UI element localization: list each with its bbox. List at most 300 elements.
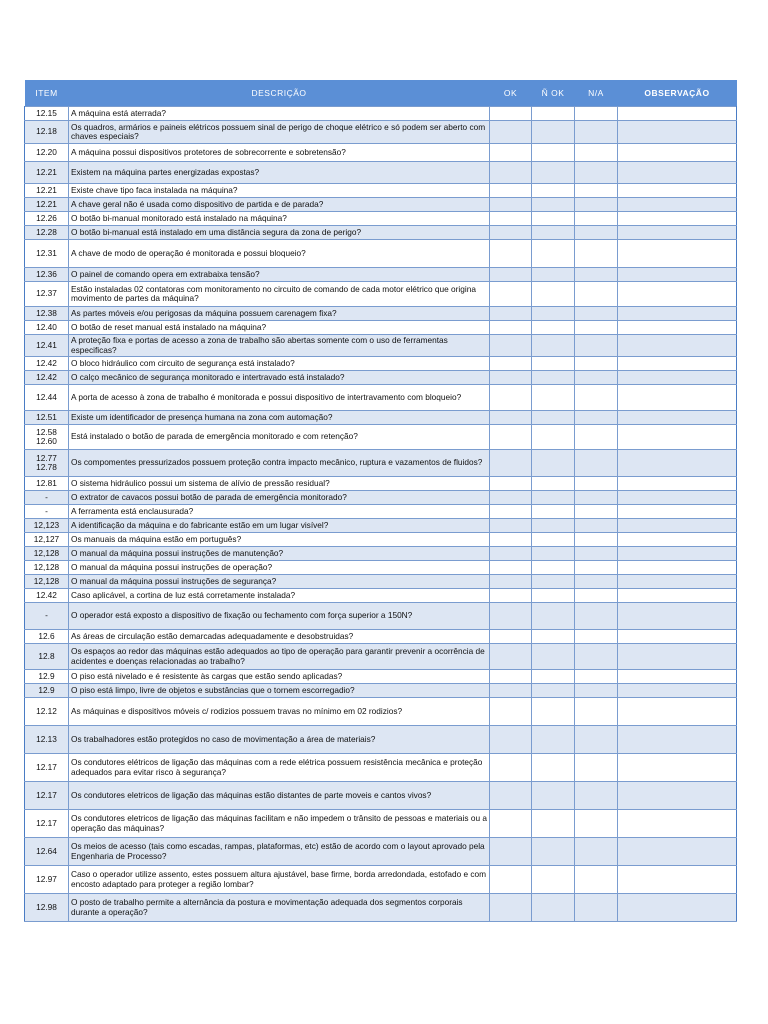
na-cell[interactable] [575, 698, 618, 726]
observacao-cell[interactable] [618, 533, 737, 547]
description-cell [69, 321, 490, 335]
observacao-cell[interactable] [618, 547, 737, 561]
ok-cell[interactable] [490, 282, 532, 307]
item-number-cell [25, 561, 69, 575]
item-number: 12,127 [33, 533, 60, 544]
item-number: 12.9 [38, 684, 55, 695]
observacao-cell[interactable] [618, 335, 737, 357]
description-cell [69, 107, 490, 121]
nok-cell[interactable] [532, 411, 575, 425]
nok-cell[interactable] [532, 575, 575, 589]
description-cell [69, 240, 490, 268]
description-text: Os compomentes pressurizados possuem proteção contra impacto mecânico, ruptura e vazamentos de fluidos? [71, 457, 483, 468]
ok-cell[interactable] [490, 547, 532, 561]
item-number-cell [25, 198, 69, 212]
na-cell[interactable] [575, 603, 618, 630]
na-cell[interactable] [575, 644, 618, 670]
observacao-cell[interactable] [618, 561, 737, 575]
item-number-cell [25, 425, 69, 450]
na-cell[interactable] [575, 810, 618, 838]
na-cell[interactable] [575, 519, 618, 533]
na-cell[interactable] [575, 533, 618, 547]
nok-cell[interactable] [532, 107, 575, 121]
table-row [25, 630, 737, 644]
ok-cell[interactable] [490, 726, 532, 754]
nok-cell[interactable] [532, 184, 575, 198]
ok-cell[interactable] [490, 838, 532, 866]
ok-cell[interactable] [490, 184, 532, 198]
nok-cell[interactable] [532, 144, 575, 162]
nok-cell[interactable] [532, 282, 575, 307]
item-number: 12.20 [36, 146, 57, 157]
item-number-cell [25, 519, 69, 533]
ok-cell[interactable] [490, 754, 532, 782]
item-number: 12.31 [36, 247, 57, 258]
nok-cell[interactable] [532, 630, 575, 644]
item-number: 12.41 [36, 339, 57, 350]
description-text: Os manuais da máquina estão em português? [71, 533, 242, 544]
table-row [25, 450, 737, 477]
description-cell [69, 198, 490, 212]
nok-cell[interactable] [532, 782, 575, 810]
observacao-cell[interactable] [618, 866, 737, 894]
observacao-cell[interactable] [618, 589, 737, 603]
item-number: 12.38 [36, 307, 57, 318]
description-cell [69, 547, 490, 561]
nok-cell[interactable] [532, 838, 575, 866]
ok-cell[interactable] [490, 357, 532, 371]
nok-cell[interactable] [532, 866, 575, 894]
ok-cell[interactable] [490, 491, 532, 505]
observacao-cell[interactable] [618, 198, 737, 212]
na-cell[interactable] [575, 575, 618, 589]
nok-cell[interactable] [532, 533, 575, 547]
observacao-cell[interactable] [618, 838, 737, 866]
item-number: 12.17 [36, 789, 57, 800]
na-cell[interactable] [575, 268, 618, 282]
ok-cell[interactable] [490, 226, 532, 240]
na-cell[interactable] [575, 894, 618, 922]
nok-cell[interactable] [532, 371, 575, 385]
table-row [25, 644, 737, 670]
description-cell [69, 268, 490, 282]
ok-cell[interactable] [490, 782, 532, 810]
na-cell[interactable] [575, 162, 618, 184]
ok-cell[interactable] [490, 589, 532, 603]
header-nok: Ñ OK [532, 80, 575, 107]
nok-cell[interactable] [532, 670, 575, 684]
na-cell[interactable] [575, 561, 618, 575]
na-cell[interactable] [575, 726, 618, 754]
description-text: A proteção fixa e portas de acesso a zona de trabalho são abertas somente com o uso de ferramentas especificas? [71, 335, 448, 355]
header-descricao: DESCRIÇÃO [69, 80, 490, 107]
observacao-cell[interactable] [618, 184, 737, 198]
item-number-cell [25, 335, 69, 357]
item-number: 12.21 [36, 184, 57, 195]
nok-cell[interactable] [532, 240, 575, 268]
description-text: A porta de acesso à zona de trabalho é monitorada e possui dispositivo de intertravamento com bloqueio? [71, 391, 462, 402]
nok-cell[interactable] [532, 450, 575, 477]
table-row [25, 894, 737, 922]
na-cell[interactable] [575, 425, 618, 450]
item-number-cell [25, 226, 69, 240]
observacao-cell[interactable] [618, 240, 737, 268]
table-row [25, 144, 737, 162]
na-cell[interactable] [575, 357, 618, 371]
nok-cell[interactable] [532, 198, 575, 212]
ok-cell[interactable] [490, 561, 532, 575]
nok-cell[interactable] [532, 754, 575, 782]
item-number: 12.60 [36, 436, 57, 446]
observacao-cell[interactable] [618, 575, 737, 589]
item-number-cell [25, 533, 69, 547]
na-cell[interactable] [575, 212, 618, 226]
description-text: O painel de comando opera em extrabaixa tensão? [71, 268, 260, 279]
observacao-cell[interactable] [618, 425, 737, 450]
nok-cell[interactable] [532, 894, 575, 922]
observacao-cell[interactable] [618, 282, 737, 307]
ok-cell[interactable] [490, 411, 532, 425]
ok-cell[interactable] [490, 603, 532, 630]
na-cell[interactable] [575, 838, 618, 866]
ok-cell[interactable] [490, 198, 532, 212]
table-row [25, 838, 737, 866]
item-number-cell [25, 630, 69, 644]
na-cell[interactable] [575, 450, 618, 477]
ok-cell[interactable] [490, 371, 532, 385]
nok-cell[interactable] [532, 810, 575, 838]
ok-cell[interactable] [490, 307, 532, 321]
description-cell [69, 670, 490, 684]
description-text: O botão bi-manual monitorado está instalado na máquina? [71, 212, 287, 223]
table-row [25, 307, 737, 321]
observacao-cell[interactable] [618, 603, 737, 630]
nok-cell[interactable] [532, 357, 575, 371]
observacao-cell[interactable] [618, 385, 737, 411]
description-cell [69, 491, 490, 505]
observacao-cell[interactable] [618, 477, 737, 491]
description-cell [69, 810, 490, 838]
description-cell [69, 754, 490, 782]
observacao-cell[interactable] [618, 212, 737, 226]
ok-cell[interactable] [490, 866, 532, 894]
nok-cell[interactable] [532, 684, 575, 698]
na-cell[interactable] [575, 547, 618, 561]
table-row [25, 226, 737, 240]
table-row [25, 505, 737, 519]
header-item: ITEM [25, 80, 69, 107]
nok-cell[interactable] [532, 561, 575, 575]
item-number-cell [25, 698, 69, 726]
nok-cell[interactable] [532, 519, 575, 533]
na-cell[interactable] [575, 226, 618, 240]
description-cell [69, 698, 490, 726]
table-row [25, 782, 737, 810]
item-number: 12.40 [36, 321, 57, 332]
item-number: 12.21 [36, 198, 57, 209]
description-text: A chave de modo de operação é monitorada e possui bloqueio? [71, 247, 306, 258]
nok-cell[interactable] [532, 589, 575, 603]
description-cell [69, 533, 490, 547]
table-row [25, 321, 737, 335]
table-header-row [25, 80, 737, 107]
nok-cell[interactable] [532, 491, 575, 505]
nok-cell[interactable] [532, 268, 575, 282]
na-cell[interactable] [575, 589, 618, 603]
description-cell [69, 477, 490, 491]
header-ok: OK [490, 80, 532, 107]
observacao-cell[interactable] [618, 121, 737, 144]
ok-cell[interactable] [490, 533, 532, 547]
na-cell[interactable] [575, 144, 618, 162]
item-number-cell [25, 782, 69, 810]
observacao-cell[interactable] [618, 144, 737, 162]
observacao-cell[interactable] [618, 630, 737, 644]
description-cell [69, 644, 490, 670]
na-cell[interactable] [575, 282, 618, 307]
na-cell[interactable] [575, 866, 618, 894]
description-text: O extrator de cavacos possui botão de parada de emergência monitorado? [71, 491, 347, 502]
ok-cell[interactable] [490, 505, 532, 519]
ok-cell[interactable] [490, 240, 532, 268]
nok-cell[interactable] [532, 121, 575, 144]
description-text: O piso está limpo, livre de objetos e substâncias que o tornem escorregadio? [71, 684, 355, 695]
description-cell [69, 450, 490, 477]
item-number-cell [25, 684, 69, 698]
observacao-cell[interactable] [618, 321, 737, 335]
item-number-cell [25, 491, 69, 505]
ok-cell[interactable] [490, 894, 532, 922]
na-cell[interactable] [575, 782, 618, 810]
ok-cell[interactable] [490, 670, 532, 684]
ok-cell[interactable] [490, 810, 532, 838]
nok-cell[interactable] [532, 726, 575, 754]
ok-cell[interactable] [490, 335, 532, 357]
item-number: 12.78 [36, 462, 57, 472]
na-cell[interactable] [575, 371, 618, 385]
item-number-cell [25, 162, 69, 184]
description-cell [69, 357, 490, 371]
item-number-cell [25, 603, 69, 630]
item-number-cell [25, 866, 69, 894]
ok-cell[interactable] [490, 684, 532, 698]
table-row [25, 385, 737, 411]
item-number-cell [25, 726, 69, 754]
ok-cell[interactable] [490, 212, 532, 226]
na-cell[interactable] [575, 184, 618, 198]
ok-cell[interactable] [490, 268, 532, 282]
ok-cell[interactable] [490, 644, 532, 670]
description-text: O botão de reset manual está instalado na máquina? [71, 321, 267, 332]
description-cell [69, 385, 490, 411]
nok-cell[interactable] [532, 644, 575, 670]
header-na: N/A [575, 80, 618, 107]
description-cell [69, 630, 490, 644]
ok-cell[interactable] [490, 321, 532, 335]
na-cell[interactable] [575, 684, 618, 698]
description-cell [69, 684, 490, 698]
item-number: 12.26 [36, 212, 57, 223]
na-cell[interactable] [575, 321, 618, 335]
item-number: 12.17 [36, 817, 57, 828]
na-cell[interactable] [575, 630, 618, 644]
observacao-cell[interactable] [618, 670, 737, 684]
item-number: 12,128 [33, 547, 60, 558]
item-number-cell [25, 754, 69, 782]
description-text: O manual da máquina possui instruções de operação? [71, 561, 273, 572]
description-text: Existem na máquina partes energizadas expostas? [71, 166, 260, 177]
na-cell[interactable] [575, 107, 618, 121]
nok-cell[interactable] [532, 162, 575, 184]
observacao-cell[interactable] [618, 450, 737, 477]
table-row [25, 533, 737, 547]
description-cell [69, 371, 490, 385]
ok-cell[interactable] [490, 519, 532, 533]
observacao-cell[interactable] [618, 644, 737, 670]
item-number: 12,128 [33, 561, 60, 572]
item-number: - [45, 610, 48, 621]
item-number-cell [25, 268, 69, 282]
observacao-cell[interactable] [618, 894, 737, 922]
table-row [25, 589, 737, 603]
description-text: Os condutores eletricos de ligação das máquinas estão distantes de parte moveis e cantos vivos? [71, 789, 432, 800]
observacao-cell[interactable] [618, 162, 737, 184]
nok-cell[interactable] [532, 547, 575, 561]
na-cell[interactable] [575, 240, 618, 268]
nok-cell[interactable] [532, 307, 575, 321]
observacao-cell[interactable] [618, 307, 737, 321]
item-number-cell [25, 505, 69, 519]
item-number: 12.44 [36, 391, 57, 402]
na-cell[interactable] [575, 335, 618, 357]
description-text: A máquina está aterrada? [71, 107, 167, 118]
ok-cell[interactable] [490, 575, 532, 589]
na-cell[interactable] [575, 198, 618, 212]
item-number: 12.12 [36, 705, 57, 716]
table-row [25, 282, 737, 307]
item-number-cell [25, 589, 69, 603]
description-cell [69, 212, 490, 226]
na-cell[interactable] [575, 491, 618, 505]
item-number: 12.64 [36, 845, 57, 856]
description-text: Os condutores eletricos de ligação das máquinas facilitam e não impedem o trânsito de pessoas e materiais ou a operação das máquinas? [71, 813, 487, 833]
ok-cell[interactable] [490, 425, 532, 450]
na-cell[interactable] [575, 411, 618, 425]
nok-cell[interactable] [532, 226, 575, 240]
table-row [25, 411, 737, 425]
ok-cell[interactable] [490, 630, 532, 644]
observacao-cell[interactable] [618, 505, 737, 519]
table-row [25, 561, 737, 575]
nok-cell[interactable] [532, 505, 575, 519]
observacao-cell[interactable] [618, 684, 737, 698]
item-number-cell [25, 144, 69, 162]
table-row [25, 212, 737, 226]
table-row [25, 726, 737, 754]
ok-cell[interactable] [490, 698, 532, 726]
ok-cell[interactable] [490, 162, 532, 184]
observacao-cell[interactable] [618, 411, 737, 425]
nok-cell[interactable] [532, 603, 575, 630]
description-cell [69, 575, 490, 589]
na-cell[interactable] [575, 505, 618, 519]
item-number-cell [25, 121, 69, 144]
nok-cell[interactable] [532, 212, 575, 226]
description-text: Existe um identificador de presença humana na zona com automação? [71, 411, 333, 422]
observacao-cell[interactable] [618, 726, 737, 754]
na-cell[interactable] [575, 754, 618, 782]
observacao-cell[interactable] [618, 782, 737, 810]
observacao-cell[interactable] [618, 810, 737, 838]
na-cell[interactable] [575, 121, 618, 144]
observacao-cell[interactable] [618, 268, 737, 282]
nok-cell[interactable] [532, 425, 575, 450]
observacao-cell[interactable] [618, 491, 737, 505]
item-number: 12.81 [36, 477, 57, 488]
na-cell[interactable] [575, 477, 618, 491]
item-number-cell [25, 385, 69, 411]
description-cell [69, 866, 490, 894]
description-cell [69, 589, 490, 603]
table-row [25, 547, 737, 561]
ok-cell[interactable] [490, 144, 532, 162]
ok-cell[interactable] [490, 107, 532, 121]
table-row [25, 754, 737, 782]
item-number-cell [25, 321, 69, 335]
observacao-cell[interactable] [618, 754, 737, 782]
ok-cell[interactable] [490, 385, 532, 411]
nok-cell[interactable] [532, 477, 575, 491]
nok-cell[interactable] [532, 698, 575, 726]
na-cell[interactable] [575, 385, 618, 411]
ok-cell[interactable] [490, 121, 532, 144]
description-cell [69, 425, 490, 450]
nok-cell[interactable] [532, 385, 575, 411]
observacao-cell[interactable] [618, 357, 737, 371]
header-observacao: OBSERVAÇÃO [618, 80, 737, 107]
description-text: Os meios de acesso (tais como escadas, rampas, plataformas, etc) estão de acordo com o layout aprovado pela Engenharia de Processo? [71, 841, 485, 861]
checklist-body [25, 107, 737, 922]
table-row [25, 491, 737, 505]
description-text: Estão instaladas 02 contatoras com monitoramento no circuito de comando de cada motor elétrico que origina movimento de partes da máquina? [71, 283, 476, 303]
item-number: 12.42 [36, 371, 57, 382]
item-number: 12.21 [36, 166, 57, 177]
item-number-cell [25, 810, 69, 838]
observacao-cell[interactable] [618, 107, 737, 121]
item-number-cell [25, 547, 69, 561]
observacao-cell[interactable] [618, 371, 737, 385]
observacao-cell[interactable] [618, 226, 737, 240]
description-text: As partes móveis e/ou perigosas da máquina possuem carenagem fixa? [71, 307, 337, 318]
ok-cell[interactable] [490, 477, 532, 491]
item-number-cell [25, 644, 69, 670]
na-cell[interactable] [575, 670, 618, 684]
observacao-cell[interactable] [618, 519, 737, 533]
item-number: 12.13 [36, 733, 57, 744]
ok-cell[interactable] [490, 450, 532, 477]
na-cell[interactable] [575, 307, 618, 321]
nok-cell[interactable] [532, 335, 575, 357]
description-cell [69, 162, 490, 184]
checklist-table [24, 80, 737, 922]
table-row [25, 162, 737, 184]
observacao-cell[interactable] [618, 698, 737, 726]
nok-cell[interactable] [532, 321, 575, 335]
description-text: Existe chave tipo faca instalada na máquina? [71, 184, 238, 195]
table-row [25, 357, 737, 371]
description-cell [69, 894, 490, 922]
table-row [25, 477, 737, 491]
